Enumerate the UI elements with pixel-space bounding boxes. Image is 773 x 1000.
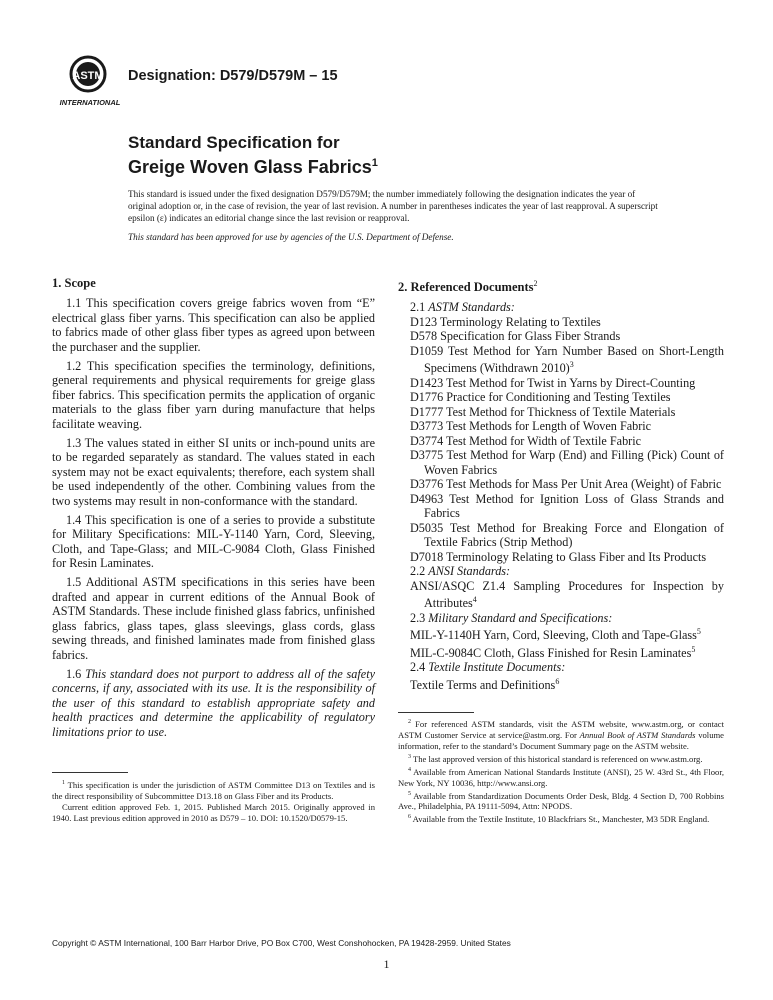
- ref-item: D123 Terminology Relating to Textiles: [410, 314, 601, 329]
- astm-logo-graphic: [58, 52, 122, 110]
- footnote-text: The last approved version of this historical standard is referenced on www.astm.org.: [411, 753, 703, 764]
- ref-item: D7018 Terminology Relating to Glass Fiber and Its Products: [410, 549, 707, 564]
- footnote-4: [398, 765, 724, 789]
- footnote-number: 5: [408, 790, 411, 797]
- ref-footnote-ref: 5: [696, 627, 701, 637]
- ref-footnote-ref: 5: [691, 644, 696, 654]
- scope-section: [52, 276, 375, 744]
- sub-label: Textile Institute Documents:: [428, 660, 566, 675]
- refs-heading: [398, 276, 724, 295]
- footnote-text: This specification is under the jurisdiction of ASTM Committee D13 on Textiles and is the direct responsibility of Subcommittee D13.18 on Glass Fiber and its Products.: [52, 779, 375, 801]
- footnote-2: [398, 717, 724, 752]
- ref-item-text: MIL-C-9084C Cloth, Glass Finished for Resin Laminates: [410, 645, 692, 660]
- astm-logo: [58, 52, 122, 110]
- sub-label: ASTM Standards:: [428, 300, 515, 315]
- ref-item: D4963 Test Method for Ignition Loss of Glass Strands and Fabrics: [410, 491, 724, 521]
- dod-approval-note: This standard has been approved for use by agencies of the U.S. Department of Defense.: [128, 232, 454, 242]
- footnote-italic: Annual Book of ASTM Standards: [579, 729, 696, 740]
- ref-item: D1776 Practice for Conditioning and Testing Textiles: [410, 390, 671, 405]
- ref-item-text: ANSI/ASQC Z1.4 Sampling Procedures for Inspection by Attributes: [410, 578, 724, 611]
- ref-item: D578 Specification for Glass Fiber Strands: [410, 329, 621, 344]
- footnote-number: 6: [408, 814, 411, 821]
- title-footnote-ref: 1: [371, 157, 378, 169]
- scope-para-1-3: 1.3 The values stated in either SI units or inch-pound units are to be regarded separately as standard. The values stated in each system may not be exact equivalents; therefore, each system shall be used independently of the other. Combining values from the two systems may result in non-conformance with the standard.: [52, 435, 375, 508]
- footnote-6: [398, 812, 724, 825]
- refs-list: [398, 300, 724, 692]
- intro-notes: [128, 188, 658, 243]
- footnote-2-body: [398, 717, 724, 752]
- footnote-number: 4: [408, 766, 411, 773]
- footnote-5-body: [398, 789, 724, 813]
- ref-item: [410, 643, 724, 661]
- ref-item: [410, 579, 724, 611]
- title-line-2: [128, 153, 378, 177]
- footnote-1: [52, 778, 375, 802]
- ref-item: D1423 Test Method for Twist in Yarns by Direct-Counting: [410, 375, 696, 390]
- refs-heading-fn: 2: [533, 279, 538, 288]
- logo-subtext: INTERNATIONAL: [59, 98, 121, 107]
- footnote-text: For referenced ASTM standards, visit the ASTM website, www.astm.org, or contact ASTM Customer Service at service@astm.org. For: [398, 718, 724, 740]
- refs-subheading-military: [410, 611, 724, 626]
- ref-item-text: MIL-Y-1140H Yarn, Cord, Sleeving, Cloth and Tape-Glass: [410, 628, 697, 643]
- scope-heading: 1. Scope: [52, 276, 96, 290]
- footnote-text: Available from Standardization Documents Order Desk, Bldg. 4 Section D, 700 Robbins Ave., Philadelphia, PA 19111-5094, Attn: NPODS.: [398, 790, 724, 812]
- sub-number: 2.1: [410, 300, 426, 315]
- footnotes-right: [398, 712, 724, 825]
- refs-subheading-ansi: [410, 564, 724, 579]
- edition-text: Current edition approved Feb. 1, 2015. Published March 2015. Originally approved in 1940. Last previous edition approved in 2010 as D579 – 10. DOI: 10.1520/D0579-15.: [52, 801, 375, 823]
- sub-label: ANSI Standards:: [428, 564, 511, 579]
- sub-number: 2.2: [410, 564, 426, 579]
- footnote-6-body: [398, 812, 724, 825]
- ref-footnote-ref: 6: [555, 676, 560, 686]
- para-number: 1.6: [66, 666, 86, 681]
- copyright-line: Copyright © ASTM International, 100 Barr Harbor Drive, PO Box C700, West Conshohocken, PA 19428-2959. United States: [52, 938, 511, 948]
- page-number: 1: [383, 957, 390, 971]
- ref-item: D3775 Test Method for Warp (End) and Filling (Pick) Count of Woven Fabrics: [410, 448, 724, 477]
- footnote-3: [398, 752, 724, 765]
- document-title: [128, 133, 378, 177]
- ref-item: D5035 Test Method for Breaking Force and Elongation of Textile Fabrics (Strip Method): [410, 520, 724, 550]
- scope-para-1-4: 1.4 This specification is one of a series to provide a substitute for Military Specifications: MIL-Y-1140 Yarn, Cord, Sleeving, Cloth, and Tape-Glass; and MIL-C-9084 Cloth, Glass Finished for Resin Laminates.: [52, 512, 375, 570]
- ref-item: D1777 Test Method for Thickness of Textile Materials: [410, 404, 676, 419]
- refs-heading-text: 2. Referenced Documents: [398, 280, 534, 295]
- ref-item-text: D1059 Test Method for Yarn Number Based on Short-Length Specimens (Withdrawn 2010): [410, 343, 724, 376]
- ref-item-text: Textile Terms and Definitions: [410, 677, 556, 692]
- scope-para-1-6: [52, 667, 375, 740]
- issued-note: This standard is issued under the fixed designation D579/D579M; the number immediately following the designation indicates the year of original adoption or, in the case of revision, the year of last revision. A number in parentheses indicates the year of last reapproval. A superscript epsilon (ε) indicates an editorial change since the last revision or reapproval.: [128, 189, 658, 223]
- ref-footnote-ref: 3: [569, 360, 574, 370]
- footnote-4-body: [398, 765, 724, 789]
- footnote-text: Available from American National Standards Institute (ANSI), 25 W. 43rd St., 4th Floor, New York, NY 10036, http://www.ansi.org.: [398, 766, 724, 788]
- sub-number: 2.3: [410, 610, 426, 625]
- ref-item: [410, 344, 724, 376]
- scope-para-1-2: 1.2 This specification specifies the terminology, definitions, general requirements and physical requirements for greige glass fiber fabrics. This specification permits the application of organic materials to the glass fiber yarn during manufacture that helps facilitate weaving.: [52, 358, 375, 431]
- ref-item: D3776 Test Methods for Mass Per Unit Area (Weight) of Fabric: [410, 477, 722, 492]
- title-main: Greige Woven Glass Fabrics: [128, 157, 372, 177]
- sub-label: Military Standard and Specifications:: [428, 610, 613, 625]
- footnote-rule: [52, 772, 128, 773]
- referenced-documents-section: [398, 276, 724, 692]
- logo-text: ASTM: [72, 70, 104, 82]
- ref-item: D3773 Test Methods for Length of Woven Fabric: [410, 419, 652, 434]
- sub-number: 2.4: [410, 660, 426, 675]
- ref-item: [410, 625, 724, 643]
- scope-para-1-1: 1.1 This specification covers greige fabrics woven from “E” electrical glass fiber yarns. This specification can also be applied to fabrics made of other glass fiber types as agreed upon between the purchaser and the supplier.: [52, 296, 375, 354]
- ref-item: [410, 675, 724, 693]
- title-line-1: Standard Specification for: [128, 133, 340, 152]
- footnote-number: 2: [408, 719, 411, 725]
- footnote-1-body: [52, 778, 375, 802]
- designation: Designation: D579/D579M – 15: [128, 68, 338, 84]
- refs-subheading-astm: [410, 300, 724, 315]
- refs-subheading-textile: [410, 660, 724, 675]
- footnote-number: 3: [408, 753, 411, 760]
- footnote-text: volume information, refer to the standard’s Document Summary page on the ASTM website.: [398, 729, 724, 751]
- ref-item: D3774 Test Method for Width of Textile Fabric: [410, 433, 642, 448]
- footnote-5: [398, 789, 724, 813]
- footnotes-left: [52, 772, 375, 824]
- footnote-text: Available from the Textile Institute, 10 Blackfriars St., Manchester, M3 5DR England.: [411, 814, 710, 825]
- edition-note: [52, 802, 375, 824]
- footnote-rule: [398, 712, 474, 713]
- safety-caveat: This standard does not purport to address all of the safety concerns, if any, associated with its use. It is the responsibility of the user of this standard to establish appropriate safety and health practices and determine the applicability of regulatory limitations prior to use.: [52, 666, 375, 739]
- ref-footnote-ref: 4: [472, 595, 477, 605]
- scope-para-1-5: 1.5 Additional ASTM specifications in this series have been drafted and appear in current editions of the Annual Book of ASTM Standards. These include finished glass fabrics, unfinished glass fabrics, glass tapes, glass sleevings, glass cords, glass sewing threads, and finished laminates made from finished glass fabrics.: [52, 575, 375, 662]
- footnote-3-body: [398, 752, 724, 765]
- footnote-number: 1: [62, 780, 65, 786]
